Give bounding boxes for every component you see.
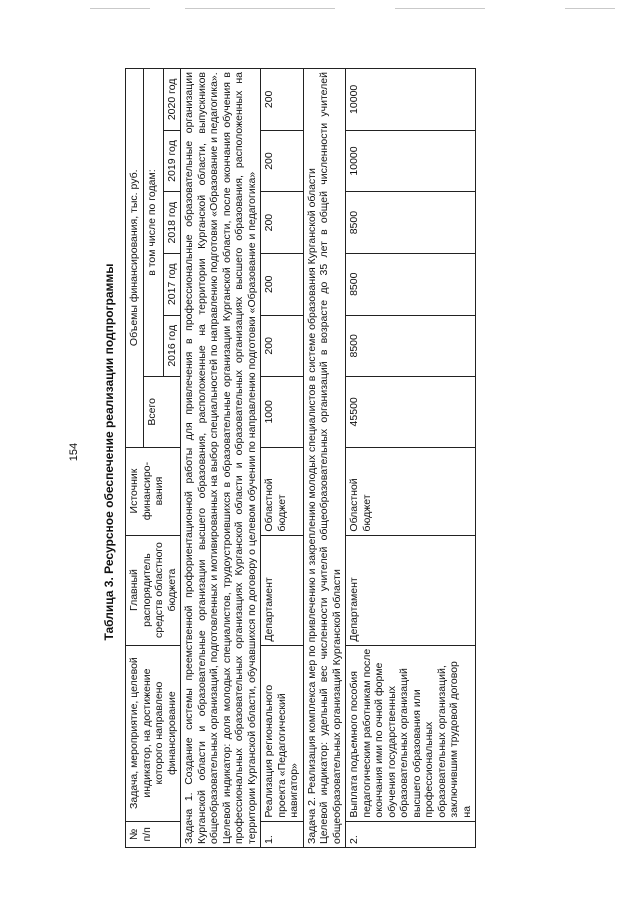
scan-artifact [185,8,335,9]
header-year: 2017 год [163,253,181,315]
row-2-name: Выплата подъемного пособия педагогическим работникам после окончания ими по очной форме обучения государственных образовательных организаций высшего образования или профессиональных образовательных организаций, заключившим трудовой договор на [346,645,476,821]
row-1-manager: Департамент [261,535,304,645]
task-row [303,69,346,848]
row-2-year: 10000 [346,69,476,131]
row-1-year: 200 [261,130,304,192]
row-2-total: 45500 [346,377,476,447]
page-title: Таблица 3. Ресурсное обеспечение реализации подпрограммы [102,263,116,641]
row-2-year: 8500 [346,192,476,254]
table-row [261,69,304,848]
header-row [126,69,144,848]
page-number: 154 [68,442,80,462]
header-year: 2020 год [163,69,181,131]
table-row [346,69,476,848]
row-1-name: Реализация регионального проекта «Педагогический навигатор» [261,645,304,821]
task-1-indicator: Целевой индикатор: доля молодых специалистов, трудоустроившихся в образовательные организации Курганской области, после окончания обучения в профессиональных образовательных организациях Курганской области и образовательных организациях высшего образования, расположенных на территории Курганской области, обучавшихся по договору о целевом обучении по направлению подготовки «Образование и педагогика» [220,72,258,844]
header-total: Всего [143,377,181,447]
row-1-num: 1. [261,821,304,847]
row-1-year: 200 [261,315,304,377]
task-row [181,69,261,848]
row-2-manager: Департамент [346,535,476,645]
header-manager: Главный распорядитель средств областного бюджета [126,535,181,645]
header-num: № п/п [126,821,181,847]
row-2-year: 8500 [346,253,476,315]
scan-artifact [395,8,485,9]
header-task: Задача, мероприятие, целевой индикатор, на достижение которого направлено финансирование [126,645,181,821]
task-1-cell [181,69,261,848]
task-2-indicator: Целевой индикатор: удельный вес численности учителей общеобразовательных организаций в возрасте до 35 лет в общей численности учителей общеобразовательных организаций Курганской области [318,72,343,844]
resource-table-wrapper [125,68,613,848]
task-2-title: Задача 2. Реализация комплекса мер по привлечению и закреплению молодых специалистов в системе образования Курганской области [305,168,318,844]
row-2-source: Областной бюджет [346,447,476,535]
header-by-years: в том числе по годам: [143,69,163,377]
row-1-total: 1000 [261,377,304,447]
row-1-year: 200 [261,69,304,131]
row-2-year: 10000 [346,130,476,192]
row-1-year: 200 [261,253,304,315]
row-1-year: 200 [261,192,304,254]
row-2-year: 8500 [346,315,476,377]
scan-artifact [565,8,615,9]
header-funding: Объемы финансирования, тыс. руб. [126,69,144,448]
task-1-title: Задача 1. Создание системы преемственной профориентационной работы для привлечения в профессиональные образовательные организации Курганской области и образовательные организации высшего образования, расположенные на территории Курганской области, выпускников общеобразовательных организаций, подготовленных и мотивированных на выбор специальностей по направлению подготовки «Образование и педагогика». [183,72,220,844]
header-source: Источник финансиро-вания [126,447,181,535]
row-2-num: 2. [346,821,476,847]
row-1-source: Областной бюджет [261,447,304,535]
header-year: 2019 год [163,130,181,192]
resource-table [125,68,476,848]
task-2-cell [303,69,346,848]
header-year: 2016 год [163,315,181,377]
scan-artifact [90,8,150,9]
header-year: 2018 год [163,192,181,254]
